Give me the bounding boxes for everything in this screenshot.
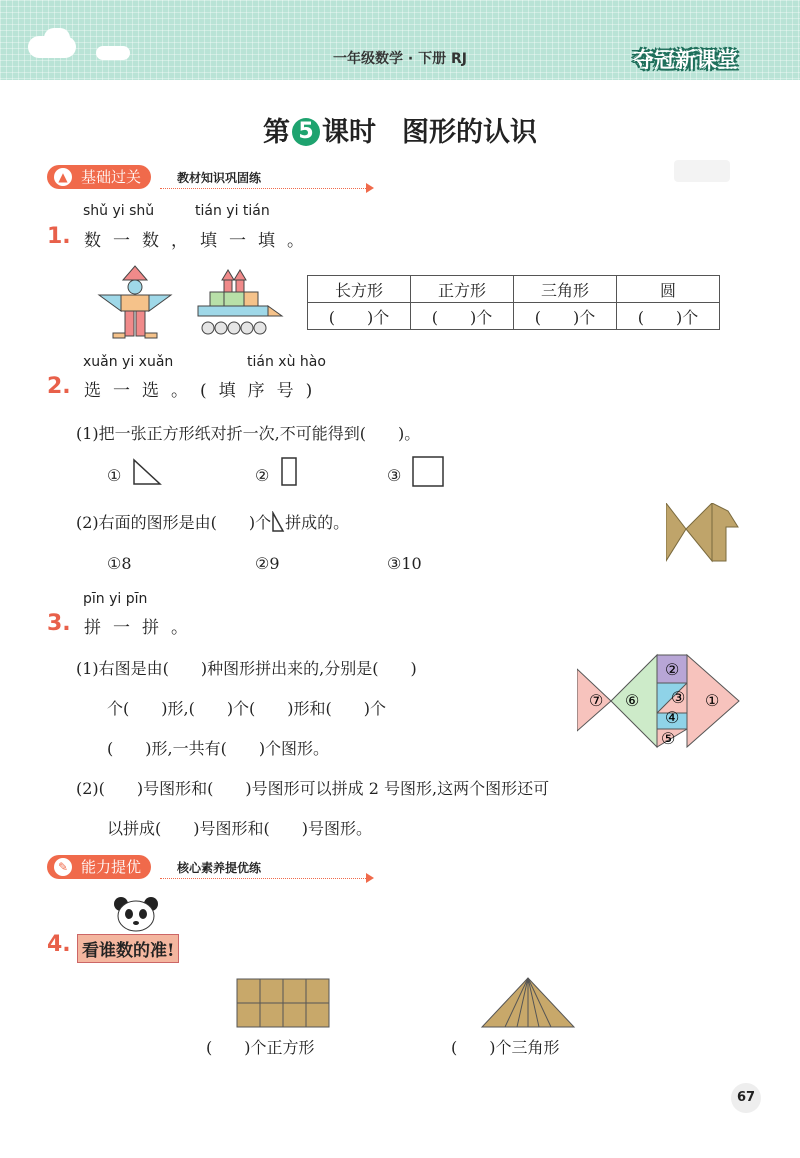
- page-number: 67: [731, 1083, 761, 1113]
- question-part-1-line-2: 个( )形,( )个( )形和( )个: [107, 699, 387, 718]
- section-subtitle: 教材知识巩固练: [177, 171, 262, 185]
- table-header: 长方形: [308, 276, 411, 303]
- arrow-right-icon: [366, 183, 374, 193]
- pencil-icon: ✎: [54, 858, 72, 876]
- option-list: ③10: [387, 554, 422, 573]
- section-label-basic: [47, 165, 151, 189]
- table-header: 正方形: [411, 276, 514, 303]
- pinyin: tián xù hào: [247, 354, 326, 370]
- lesson-number-badge: 5: [292, 118, 320, 146]
- fish-label: ①: [705, 691, 720, 710]
- cloud-decoration: [44, 28, 70, 48]
- answer-triangles: ( )个三角形: [451, 1038, 560, 1057]
- answer-squares: ( )个正方形: [206, 1038, 315, 1057]
- section-dotted-line: [160, 878, 366, 879]
- robot-figure: [95, 263, 175, 343]
- rectangle-option: [281, 457, 299, 487]
- pinyin: xuǎn yi xuǎn: [83, 354, 174, 370]
- pinyin: tián yi tián: [195, 203, 270, 219]
- question-part-2-line-2: 以拼成( )号图形和( )号图形。: [107, 819, 372, 838]
- table-header: 圆: [617, 276, 720, 303]
- section-label-text: 能力提优: [81, 858, 142, 876]
- arrow-right-icon: [366, 873, 374, 883]
- train-figure: [196, 268, 286, 340]
- question-text: 选一选。(填序号): [84, 381, 325, 401]
- table-header: 三角形: [514, 276, 617, 303]
- question-part-1: (1)把一张正方形纸对折一次,不可能得到( )。: [76, 424, 421, 443]
- fish-label: ②: [665, 660, 680, 679]
- lesson-unit: 课时: [322, 117, 376, 148]
- faint-bleed-through: [674, 160, 730, 182]
- question-banner: 看谁数的准!: [77, 934, 179, 963]
- option-list: ②9: [255, 554, 280, 573]
- section-label-advanced: [47, 855, 151, 879]
- square-option: [412, 456, 446, 488]
- option-3-label: ③: [387, 466, 402, 485]
- panda-mascot-icon: [111, 896, 161, 936]
- question-text: 拼一拼。: [84, 618, 200, 638]
- mountain-icon: ▲: [54, 168, 72, 186]
- question-part-2-line-1: (2)( )号图形和( )号图形可以拼成 2 号图形,这两个图形还可: [76, 779, 550, 798]
- fish-label: ⑥: [625, 691, 640, 710]
- fan-triangle-figure: [480, 976, 576, 1030]
- fish-label: ⑤: [661, 729, 676, 748]
- option-2-label: ②: [255, 466, 270, 485]
- question-number: 2.: [47, 374, 71, 399]
- fish-label: ③: [671, 688, 686, 707]
- question-number: 3.: [47, 611, 71, 636]
- question-part-2: (2)右面的图形是由( )个 拼成的。: [76, 513, 350, 532]
- question-number: 4.: [47, 932, 71, 957]
- question-part-1-line-1: (1)右图是由( )种图形拼出来的,分别是( ): [76, 659, 417, 678]
- rectangle-grid-figure: [236, 978, 332, 1030]
- answer-cell[interactable]: ( )个: [617, 303, 720, 330]
- question-part-1-line-3: ( )形,一共有( )个图形。: [107, 739, 330, 758]
- answer-cell[interactable]: ( )个: [411, 303, 514, 330]
- triangle-piece-icon: [271, 511, 285, 533]
- section-subtitle: 核心素养提优练: [177, 861, 262, 875]
- question-text: 数一数，填一填。: [84, 231, 316, 251]
- tangram-bird-figure: [666, 503, 740, 565]
- option-list: ①8: [107, 554, 132, 573]
- tangram-fish-figure: [577, 653, 741, 749]
- pinyin: shǔ yi shǔ: [83, 203, 155, 219]
- fish-label: ④: [665, 708, 680, 727]
- section-dotted-line: [160, 188, 366, 189]
- lesson-title: [0, 110, 800, 149]
- section-label-text: 基础过关: [81, 168, 142, 186]
- brand-logo: 夺冠新课堂: [633, 48, 738, 72]
- answer-cell[interactable]: ( )个: [514, 303, 617, 330]
- answer-table: [307, 275, 720, 330]
- right-triangle-option: [132, 458, 162, 486]
- question-number: 1.: [47, 224, 71, 249]
- lesson-topic: 图形的认识: [402, 117, 537, 148]
- lesson-prefix: 第: [263, 117, 290, 148]
- answer-cell[interactable]: ( )个: [308, 303, 411, 330]
- pinyin: pīn yi pīn: [83, 591, 148, 607]
- fish-label: ⑦: [589, 691, 604, 710]
- book-title: 一年级数学 · 下册 RJ: [333, 51, 467, 67]
- option-1-label: ①: [107, 466, 122, 485]
